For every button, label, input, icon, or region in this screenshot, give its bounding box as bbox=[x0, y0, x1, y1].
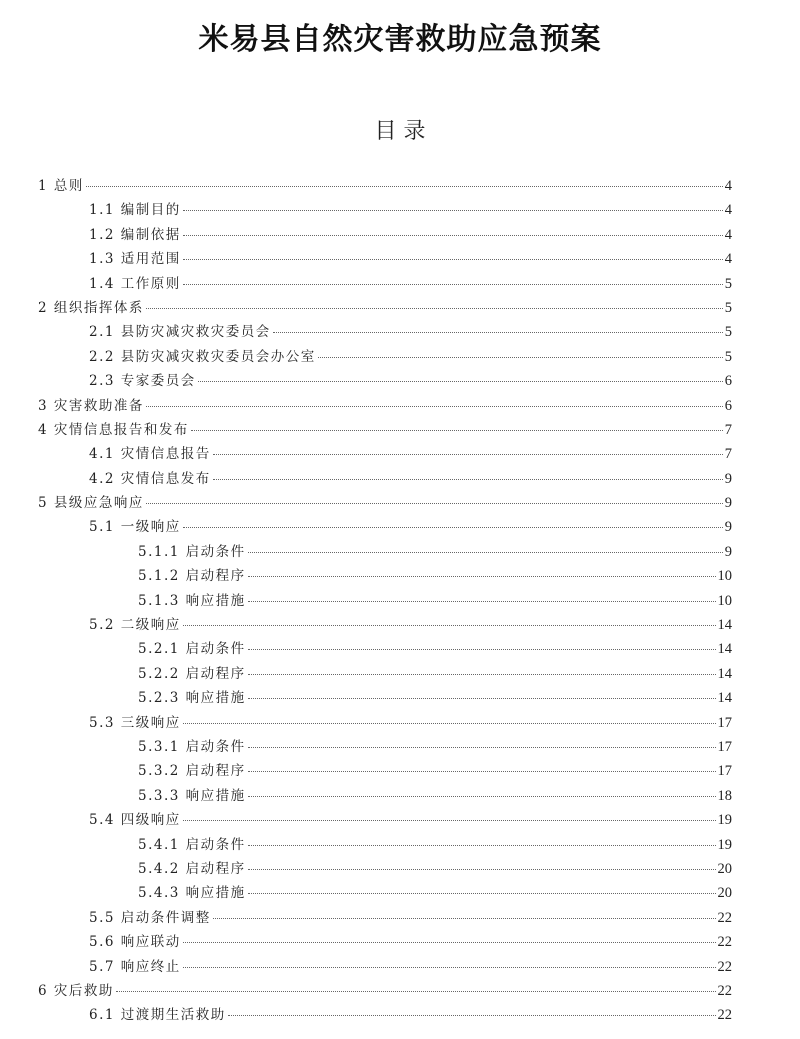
toc-entry[interactable] bbox=[38, 906, 732, 930]
toc-entry-label: 5.3 三级响应 bbox=[89, 714, 181, 731]
toc-entry-page-number: 22 bbox=[717, 1007, 732, 1024]
toc-entry-page-number: 14 bbox=[717, 641, 732, 658]
toc-entry[interactable] bbox=[38, 979, 732, 1003]
toc-entry[interactable] bbox=[38, 808, 732, 832]
toc-entry[interactable] bbox=[38, 711, 732, 735]
toc-entry-page-number: 14 bbox=[717, 665, 732, 682]
toc-dot-leader bbox=[183, 966, 716, 968]
toc-entry-label: 4.1 灾情信息报告 bbox=[89, 446, 211, 463]
toc-entry-page-number: 5 bbox=[724, 275, 732, 292]
toc-entry-page-number: 20 bbox=[717, 860, 732, 877]
toc-entry-page-number: 6 bbox=[724, 373, 732, 390]
toc-dot-leader bbox=[318, 356, 723, 358]
toc-dot-leader bbox=[273, 331, 723, 333]
toc-entry-label: 4 灾情信息报告和发布 bbox=[38, 421, 189, 438]
toc-entry-page-number: 4 bbox=[724, 226, 732, 243]
toc-entry-page-number: 18 bbox=[717, 787, 732, 804]
toc-entry-page-number: 22 bbox=[717, 982, 732, 999]
toc-entry-page-number: 14 bbox=[717, 617, 732, 634]
toc-entry-label: 5.3.2 启动程序 bbox=[138, 763, 246, 780]
toc-dot-leader bbox=[213, 917, 716, 919]
toc-dot-leader bbox=[248, 844, 716, 846]
toc-entry[interactable] bbox=[38, 515, 732, 539]
toc-entry-label: 6.1 过渡期生活救助 bbox=[89, 1007, 226, 1024]
toc-dot-leader bbox=[228, 1014, 716, 1016]
toc-dot-leader bbox=[213, 453, 723, 455]
toc-entry-label: 1.4 工作原则 bbox=[89, 275, 181, 292]
toc-entry-label: 1 总则 bbox=[38, 178, 84, 194]
toc-entry[interactable] bbox=[38, 442, 732, 466]
toc-entry-page-number: 5 bbox=[724, 299, 732, 316]
toc-dot-leader bbox=[248, 892, 716, 894]
toc-entry-label: 5.4.1 启动条件 bbox=[138, 836, 246, 853]
toc-entry-label: 3 灾害救助准备 bbox=[38, 397, 144, 414]
toc-entry-label: 5 县级应急响应 bbox=[38, 495, 144, 512]
toc-entry[interactable] bbox=[38, 540, 732, 564]
toc-entry[interactable] bbox=[38, 881, 732, 905]
toc-entry[interactable] bbox=[38, 320, 732, 344]
toc-dot-leader bbox=[248, 673, 716, 675]
toc-entry-label: 4.2 灾情信息发布 bbox=[89, 470, 211, 487]
toc-entry[interactable] bbox=[38, 589, 732, 613]
toc-entry-page-number: 20 bbox=[717, 885, 732, 902]
toc-entry[interactable] bbox=[38, 491, 732, 515]
toc-entry[interactable] bbox=[38, 930, 732, 954]
toc-dot-leader bbox=[191, 429, 723, 431]
toc-dot-leader bbox=[248, 600, 716, 602]
toc-entry-label: 5.7 响应终止 bbox=[89, 958, 181, 975]
toc-entry-page-number: 17 bbox=[717, 714, 732, 731]
toc-dot-leader bbox=[248, 575, 716, 577]
toc-entry[interactable] bbox=[38, 418, 732, 442]
document-title: 米易县自然灾害救助应急预案 bbox=[198, 22, 602, 57]
toc-entry-label: 1.2 编制依据 bbox=[89, 226, 181, 243]
toc-entry-page-number: 5 bbox=[724, 348, 732, 365]
toc-entry-page-number: 7 bbox=[724, 421, 732, 438]
toc-entry[interactable] bbox=[38, 686, 732, 710]
toc-entry[interactable] bbox=[38, 223, 732, 247]
toc-entry-page-number: 22 bbox=[717, 934, 732, 951]
toc-entry[interactable] bbox=[38, 467, 732, 491]
toc-entry[interactable] bbox=[38, 198, 732, 222]
toc-entry-label: 2.3 专家委员会 bbox=[89, 373, 196, 390]
toc-entry-label: 5.6 响应联动 bbox=[89, 934, 181, 951]
toc-dot-leader bbox=[248, 795, 716, 797]
toc-entry-label: 5.1.3 响应措施 bbox=[138, 592, 246, 609]
table-of-contents bbox=[38, 174, 732, 1028]
toc-entry-page-number: 19 bbox=[717, 836, 732, 853]
toc-dot-leader bbox=[183, 258, 723, 260]
toc-entry-page-number: 4 bbox=[724, 251, 732, 268]
toc-entry-page-number: 9 bbox=[724, 519, 732, 536]
toc-entry-label: 2.1 县防灾减灾救灾委员会 bbox=[89, 324, 271, 341]
toc-dot-leader bbox=[248, 770, 716, 772]
toc-dot-leader bbox=[146, 405, 723, 407]
toc-entry[interactable] bbox=[38, 1003, 732, 1027]
toc-entry[interactable] bbox=[38, 857, 732, 881]
toc-dot-leader bbox=[183, 209, 723, 211]
toc-dot-leader bbox=[183, 624, 716, 626]
toc-entry-page-number: 9 bbox=[724, 543, 732, 560]
toc-entry[interactable] bbox=[38, 394, 732, 418]
toc-entry[interactable] bbox=[38, 345, 732, 369]
toc-entry-page-number: 5 bbox=[724, 324, 732, 341]
toc-entry[interactable] bbox=[38, 174, 732, 198]
toc-entry[interactable] bbox=[38, 637, 732, 661]
toc-dot-leader bbox=[248, 551, 723, 553]
toc-dot-leader bbox=[248, 868, 716, 870]
toc-entry-label: 5.2.1 启动条件 bbox=[138, 641, 246, 658]
toc-entry-label: 1.3 适用范围 bbox=[89, 251, 181, 268]
toc-entry-label: 5.2.3 响应措施 bbox=[138, 690, 246, 707]
toc-entry-page-number: 10 bbox=[717, 592, 732, 609]
toc-entry[interactable] bbox=[38, 564, 732, 588]
toc-entry[interactable] bbox=[38, 247, 732, 271]
toc-entry-label: 5.1.1 启动条件 bbox=[138, 543, 246, 560]
toc-entry-label: 5.1.2 启动程序 bbox=[138, 568, 246, 585]
toc-entry-page-number: 10 bbox=[717, 568, 732, 585]
toc-entry-label: 2.2 县防灾减灾救灾委员会办公室 bbox=[89, 348, 316, 365]
toc-entry-page-number: 19 bbox=[717, 812, 732, 829]
toc-entry-page-number: 4 bbox=[724, 202, 732, 219]
toc-entry-label: 2 组织指挥体系 bbox=[38, 299, 144, 316]
toc-dot-leader bbox=[116, 990, 716, 992]
toc-entry[interactable] bbox=[38, 613, 732, 637]
toc-entry-page-number: 22 bbox=[717, 958, 732, 975]
toc-entry-label: 5.2 二级响应 bbox=[89, 617, 181, 634]
toc-dot-leader bbox=[86, 185, 723, 187]
toc-entry-page-number: 4 bbox=[724, 178, 732, 194]
toc-entry[interactable] bbox=[38, 784, 732, 808]
toc-entry-label: 5.1 一级响应 bbox=[89, 519, 181, 536]
toc-dot-leader bbox=[183, 526, 723, 528]
toc-entry-page-number: 7 bbox=[724, 446, 732, 463]
toc-dot-leader bbox=[248, 648, 716, 650]
toc-entry-page-number: 9 bbox=[724, 470, 732, 487]
toc-entry-label: 1.1 编制目的 bbox=[89, 202, 181, 219]
toc-entry-page-number: 9 bbox=[724, 495, 732, 512]
toc-dot-leader bbox=[248, 697, 716, 699]
toc-entry-page-number: 17 bbox=[717, 738, 732, 755]
toc-dot-leader bbox=[146, 307, 723, 309]
toc-entry[interactable] bbox=[38, 369, 732, 393]
toc-entry[interactable] bbox=[38, 833, 732, 857]
toc-dot-leader bbox=[248, 746, 716, 748]
toc-entry-label: 5.3.3 响应措施 bbox=[138, 787, 246, 804]
toc-entry-page-number: 6 bbox=[724, 397, 732, 414]
toc-dot-leader bbox=[146, 502, 723, 504]
toc-entry-label: 5.2.2 启动程序 bbox=[138, 665, 246, 682]
toc-heading: 目 录 bbox=[374, 119, 426, 144]
toc-entry-label: 6 灾后救助 bbox=[38, 982, 114, 999]
toc-entry-page-number: 22 bbox=[717, 909, 732, 926]
toc-entry[interactable] bbox=[38, 662, 732, 686]
toc-entry[interactable] bbox=[38, 735, 732, 759]
toc-entry-label: 5.3.1 启动条件 bbox=[138, 738, 246, 755]
toc-entry-label: 5.4.2 启动程序 bbox=[138, 860, 246, 877]
toc-entry[interactable] bbox=[38, 759, 732, 783]
toc-entry[interactable] bbox=[38, 296, 732, 320]
toc-dot-leader bbox=[183, 234, 723, 236]
toc-entry-page-number: 14 bbox=[717, 690, 732, 707]
toc-dot-leader bbox=[198, 380, 723, 382]
toc-dot-leader bbox=[183, 722, 716, 724]
toc-dot-leader bbox=[183, 941, 716, 943]
toc-dot-leader bbox=[213, 478, 723, 480]
toc-dot-leader bbox=[183, 819, 716, 821]
toc-entry-label: 5.4.3 响应措施 bbox=[138, 885, 246, 902]
toc-entry-label: 5.4 四级响应 bbox=[89, 812, 181, 829]
toc-entry-label: 5.5 启动条件调整 bbox=[89, 909, 211, 926]
toc-entry[interactable] bbox=[38, 955, 732, 979]
toc-entry[interactable] bbox=[38, 272, 732, 296]
toc-entry-page-number: 17 bbox=[717, 763, 732, 780]
toc-dot-leader bbox=[183, 283, 723, 285]
